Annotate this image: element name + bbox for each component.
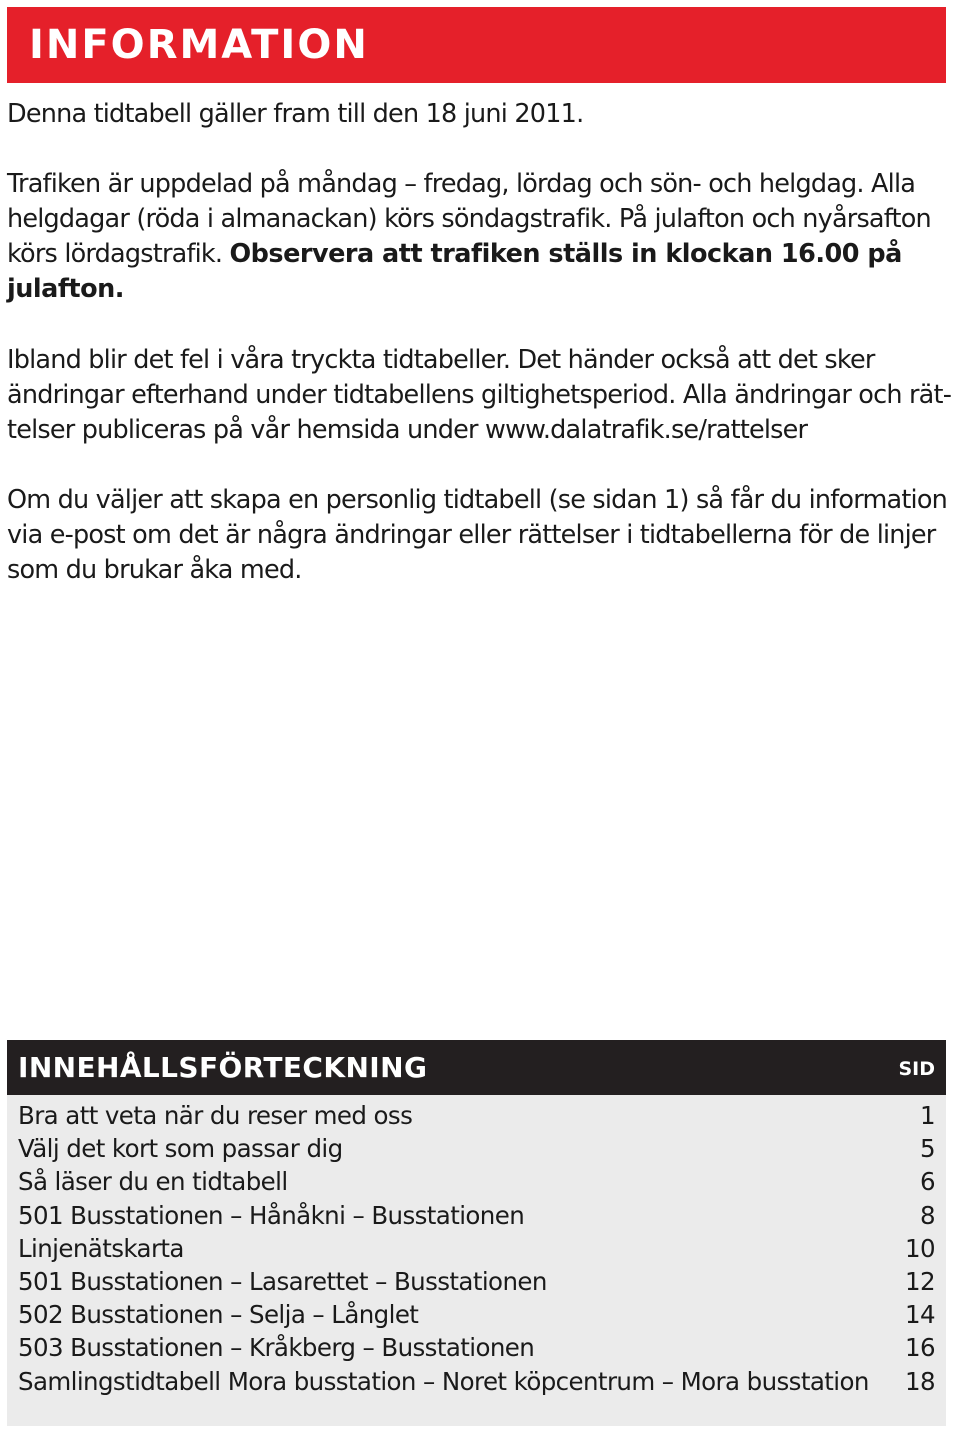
traffic-line: körs lördagstrafik. — [7, 239, 230, 269]
toc-entry — [7, 1365, 946, 1398]
validity-text: Denna tidtabell gäller fram till den 18 juni 2011. — [7, 99, 584, 129]
toc-entry-page: 8 — [920, 1200, 935, 1230]
toc-entry-title: Välj det kort som passar dig — [18, 1134, 343, 1164]
traffic-line: helgdagar (röda i almanackan) körs söndagstrafik. På julafton och nyårsafton — [7, 204, 931, 234]
toc-list — [7, 1099, 946, 1398]
corrections-line: Ibland blir det fel i våra tryckta tidtabeller. Det händer också att det sker — [7, 345, 875, 375]
toc-entry-page: 6 — [920, 1167, 935, 1197]
toc-entry-title: 502 Busstationen – Selja – Långlet — [18, 1300, 419, 1330]
toc-entry-title: 501 Busstationen – Hånåkni – Busstationen — [18, 1200, 525, 1230]
toc-page-column-label: SID — [898, 1058, 935, 1080]
toc-entry — [7, 1232, 946, 1265]
toc-title: INNEHÅLLSFÖRTECKNING — [18, 1051, 428, 1084]
toc-entry-title: 503 Busstationen – Kråkberg – Busstationen — [18, 1333, 535, 1363]
personal-timetable-line: som du brukar åka med. — [7, 555, 302, 585]
toc-entry-page: 10 — [905, 1233, 935, 1263]
toc-entry-page: 5 — [920, 1134, 935, 1164]
christmas-eve-notice-end: julafton. — [7, 274, 124, 304]
personal-timetable-paragraph — [7, 483, 953, 588]
validity-paragraph — [7, 97, 953, 132]
toc-entry-title: Linjenätskarta — [18, 1233, 184, 1263]
toc-entry-title: 501 Busstationen – Lasarettet – Busstationen — [18, 1266, 547, 1296]
toc-entry — [7, 1099, 946, 1132]
table-of-contents — [7, 1040, 946, 1426]
toc-entry-page: 12 — [905, 1266, 935, 1296]
information-heading: INFORMATION — [29, 22, 369, 68]
traffic-line: Trafiken är uppdelad på måndag – fredag, lördag och sön- och helgdag. Alla — [7, 169, 916, 199]
traffic-paragraph — [7, 167, 953, 307]
corrections-line: ändringar efterhand under tidtabellens giltighetsperiod. Alla ändringar och rät- — [7, 380, 952, 410]
toc-entry — [7, 1165, 946, 1198]
christmas-eve-notice: Observera att trafiken ställs in klockan 16.00 på — [229, 239, 902, 269]
corrections-line: telser publiceras på vår hemsida under www.dalatrafik.se/rattelser — [7, 415, 808, 445]
toc-entry-page: 18 — [905, 1366, 935, 1396]
toc-entry — [7, 1132, 946, 1165]
toc-entry-page: 1 — [920, 1101, 935, 1130]
toc-entry-page: 14 — [905, 1300, 935, 1330]
toc-entry-title: Så läser du en tidtabell — [18, 1167, 288, 1197]
corrections-paragraph — [7, 343, 953, 448]
toc-entry — [7, 1298, 946, 1331]
toc-header — [7, 1040, 946, 1095]
toc-entry-page: 16 — [905, 1333, 935, 1363]
toc-entry — [7, 1265, 946, 1298]
personal-timetable-line: via e-post om det är några ändringar eller rättelser i tidtabellerna för de linjer — [7, 520, 936, 550]
toc-entry — [7, 1199, 946, 1232]
toc-entry — [7, 1331, 946, 1364]
toc-entry-title: Samlingstidtabell Mora busstation – Noret köpcentrum – Mora busstation — [18, 1366, 869, 1396]
personal-timetable-line: Om du väljer att skapa en personlig tidtabell (se sidan 1) så får du information — [7, 485, 947, 515]
toc-entry-title: Bra att veta när du reser med oss — [18, 1101, 413, 1130]
information-banner — [7, 7, 946, 83]
